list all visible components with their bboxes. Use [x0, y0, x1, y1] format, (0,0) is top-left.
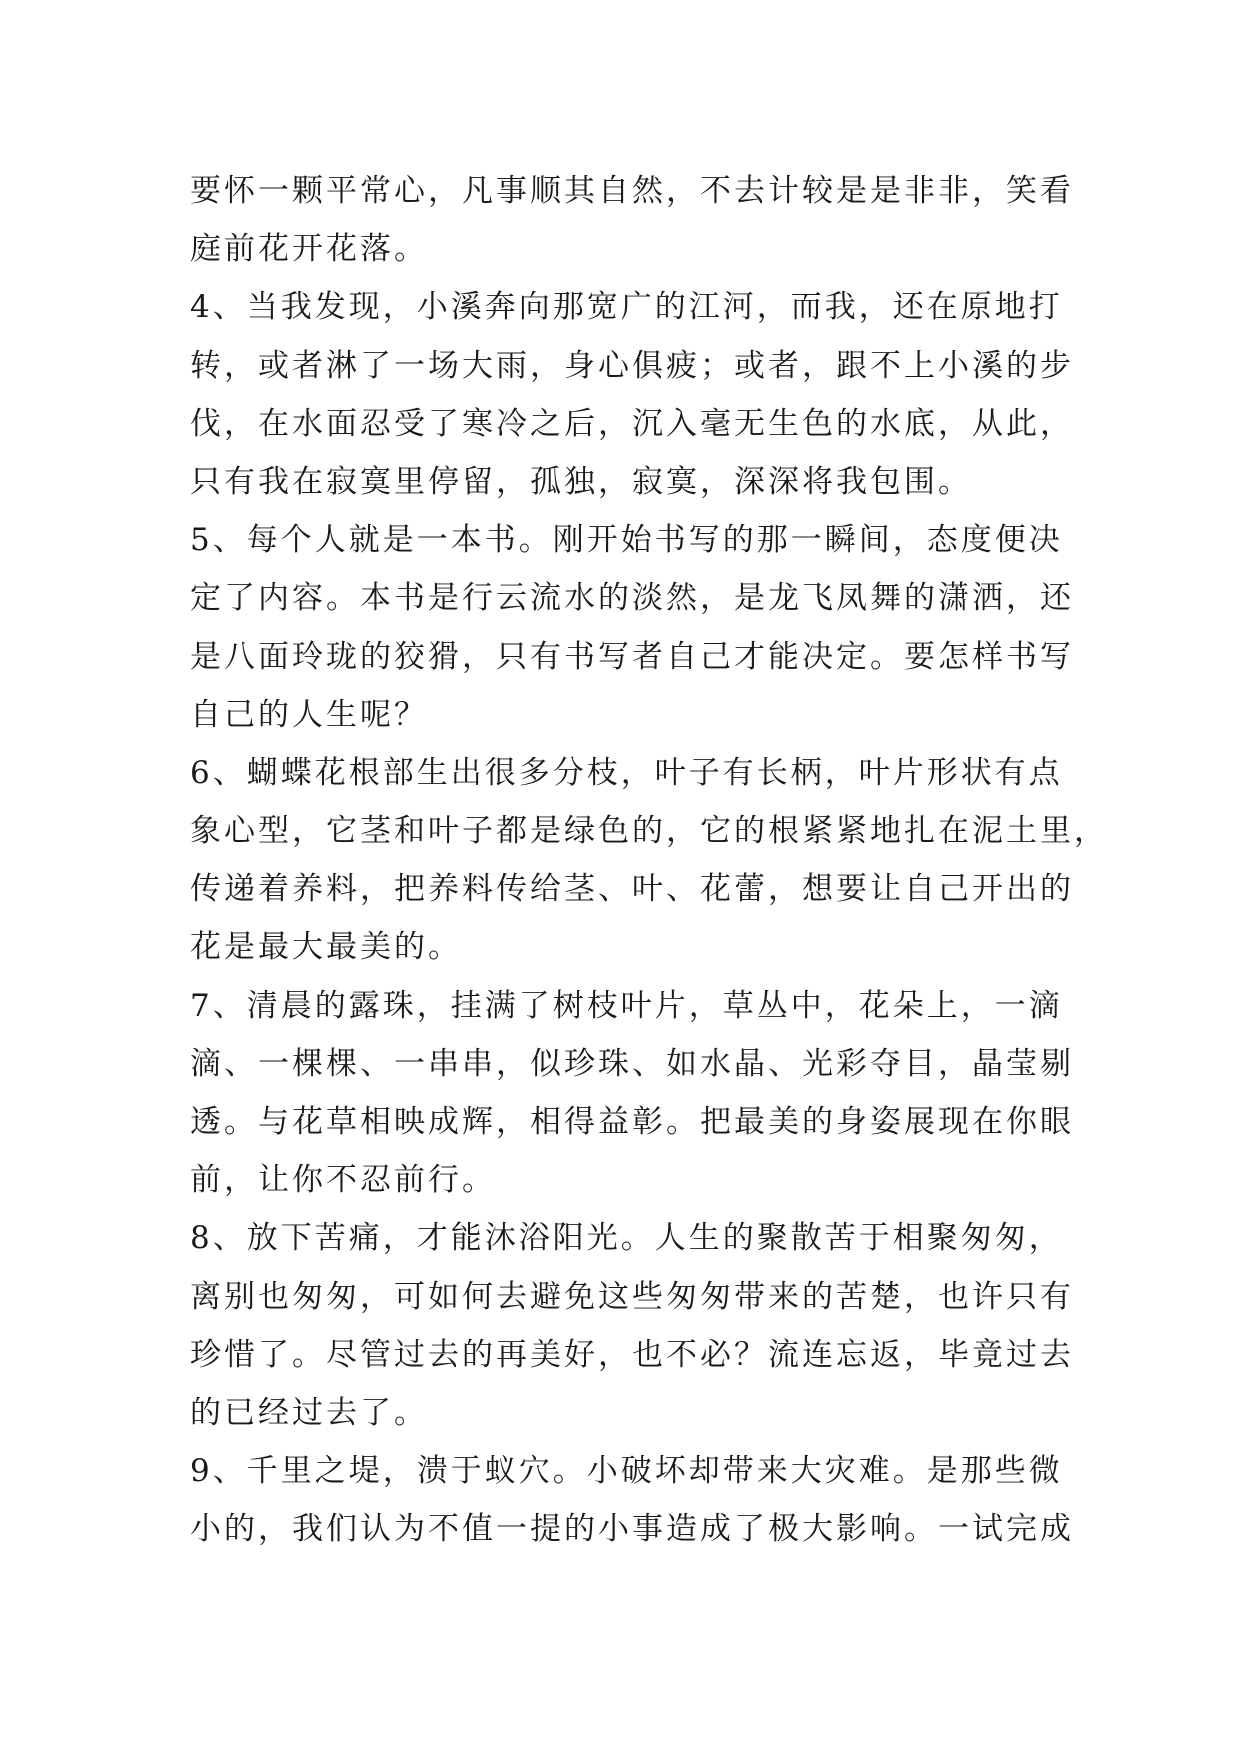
text-line: 转，或者淋了一场大雨，身心俱疲；或者，跟不上小溪的步: [190, 347, 1074, 384]
text-line: 7、清晨的露珠，挂满了树枝叶片，草丛中，花朵上，一滴: [190, 987, 1063, 1024]
text-line: 珍惜了。尽管过去的再美好，也不必？流连忘返，毕竟过去: [190, 1336, 1074, 1373]
text-line: 定了内容。本书是行云流水的淡然，是龙飞凤舞的潇洒，还: [190, 580, 1074, 617]
body-text: [190, 162, 1108, 1559]
text-line: 4、当我发现，小溪奔向那宽广的江河，而我，还在原地打: [190, 289, 1063, 326]
text-line: 透。与花草相映成辉，相得益彰。把最美的身姿展现在你眼: [190, 1104, 1074, 1140]
text-line: 离别也匆匆，可如何去避免这些匆匆带来的苦楚，也许只有: [190, 1278, 1074, 1315]
text-line: 传递着养料，把养料传给茎、叶、花蕾，想要让自己开出的: [190, 871, 1074, 908]
text-line: 要怀一颗平常心，凡事顺其自然，不去计较是是非非，笑看: [190, 173, 1074, 209]
text-line: 自己的人生呢？: [190, 696, 428, 733]
text-line: 6、蝴蝶花根部生出很多分枝，叶子有长柄，叶片形状有点: [190, 754, 1063, 791]
text-line: 5、每个人就是一本书。刚开始书写的那一瞬间，态度便决: [190, 522, 1063, 559]
text-line: 9、千里之堤，溃于蚁穴。小破坏却带来大灾难。是那些微: [190, 1453, 1063, 1490]
text-line: 是八面玲珑的狡猾，只有书写者自己才能决定。要怎样书写: [190, 638, 1074, 675]
text-line: 只有我在寂寞里停留，孤独，寂寞，深深将我包围。: [190, 463, 972, 500]
text-line: 伐，在水面忍受了寒冷之后，沉入毫无生色的水底，从此，: [190, 405, 1074, 442]
text-line: 8、放下苦痛，才能沐浴阳光。人生的聚散苦于相聚匆匆，: [190, 1220, 1063, 1257]
text-line: 滴、一棵棵、一串串，似珍珠、如水晶、光彩夺目，晶莹剔: [190, 1045, 1074, 1082]
text-line: 的已经过去了。: [190, 1394, 428, 1431]
text-line: 象心型，它茎和叶子都是绿色的，它的根紧紧地扎在泥土里，: [190, 813, 1108, 850]
text-line: 花是最大最美的。: [190, 929, 462, 966]
text-line: 庭前花开花落。: [190, 231, 428, 268]
text-line: 小的，我们认为不值一提的小事造成了极大影响。一试完成: [190, 1511, 1074, 1548]
text-line: 前，让你不忍前行。: [190, 1162, 496, 1199]
